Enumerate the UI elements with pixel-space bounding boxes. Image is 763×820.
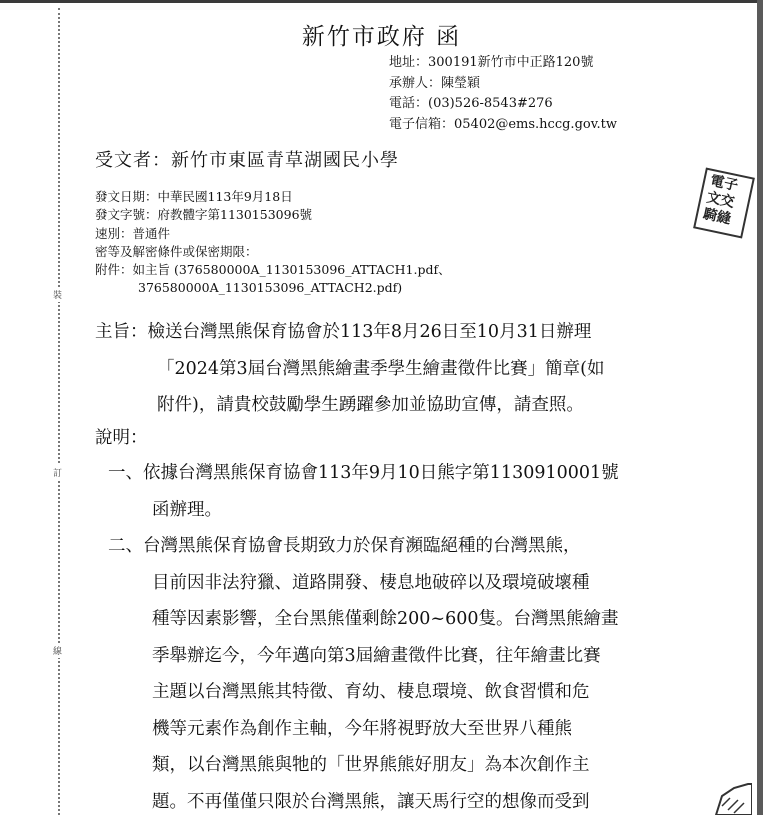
corner-stamp-fragment (712, 782, 752, 815)
binding-mark-xian: 線 (53, 643, 62, 658)
contact-address: 地址：300191新竹市中正路120號 (389, 53, 617, 74)
window-right-border (757, 0, 763, 815)
item-line: 類，以台灣黑熊與牠的「世界熊熊好朋友」為本次創作主 (108, 747, 618, 784)
subject-block (95, 314, 605, 424)
item-line: 一、依據台灣黑熊保育協會113年9月10日熊字第1130910001號 (108, 455, 619, 492)
item-line: 機等元素作為創作主軸，今年將視野放大至世界八種熊 (108, 711, 618, 748)
contact-handler: 承辦人：陳瑩穎 (389, 74, 617, 95)
subject-line: 主旨：檢送台灣黑熊保育協會於113年8月26日至10月31日辦理 (95, 314, 605, 351)
meta-doc-number: 發文字號：府教體字第1130153096號 (95, 206, 451, 224)
binding-line (58, 8, 60, 815)
stamp-line: 電子 (708, 173, 752, 198)
meta-date: 發文日期：中華民國113年9月18日 (95, 188, 451, 206)
item-line: 季舉辦迄今，今年邁向第3屆繪畫徵件比賽，往年繪畫比賽 (108, 638, 618, 675)
recipient: 受文者：新竹市東區青草湖國民小學 (95, 146, 399, 172)
meta-attachment[interactable]: 附件：如主旨 (376580000A_1130153096_ATTACH1.pdf、 (95, 261, 451, 279)
item-line: 目前因非法狩獵、道路開發、棲息地破碎以及環境破壞種 (108, 565, 618, 602)
subject-line: 「2024第3屆台灣黑熊繪畫季學生繪畫徵件比賽」簡章(如 (95, 351, 605, 388)
explanation-item-2 (108, 528, 618, 820)
subject-line: 附件)，請貴校鼓勵學生踴躍參加並協助宣傳，請查照。 (95, 387, 605, 424)
item-line: 種等因素影響，全台黑熊僅剩餘200~600隻。台灣黑熊繪畫 (108, 601, 618, 638)
contact-block (389, 53, 617, 135)
explanation-item-1 (108, 455, 619, 528)
meta-block (95, 188, 451, 298)
contact-email: 電子信箱：05402@ems.hccg.gov.tw (389, 115, 617, 136)
binding-mark-zhuang: 裝 (53, 287, 62, 302)
item-line: 題。不再僅僅只限於台灣黑熊，讓天馬行空的想像而受到 (108, 784, 618, 820)
window-top-border (0, 0, 763, 3)
stamp-line: 文交 (705, 189, 749, 214)
meta-speed: 速別：普通件 (95, 225, 451, 243)
seam-stamp (693, 167, 755, 238)
stamp-line: 騎縫 (701, 206, 745, 231)
binding-mark-ding: 訂 (53, 465, 62, 480)
item-line: 函辦理。 (108, 492, 619, 529)
item-line: 主題以台灣黑熊其特徵、育幼、棲息環境、飲食習慣和危 (108, 674, 618, 711)
meta-attachment-continued[interactable]: 376580000A_1130153096_ATTACH2.pdf) (95, 279, 451, 297)
explanation-heading: 說明： (95, 424, 148, 449)
contact-phone: 電話：(03)526-8543#276 (389, 94, 617, 115)
document-title: 新竹市政府 函 (0, 18, 763, 51)
meta-security: 密等及解密條件或保密期限： (95, 243, 451, 261)
item-line: 二、台灣黑熊保育協會長期致力於保育瀕臨絕種的台灣黑熊， (108, 528, 618, 565)
